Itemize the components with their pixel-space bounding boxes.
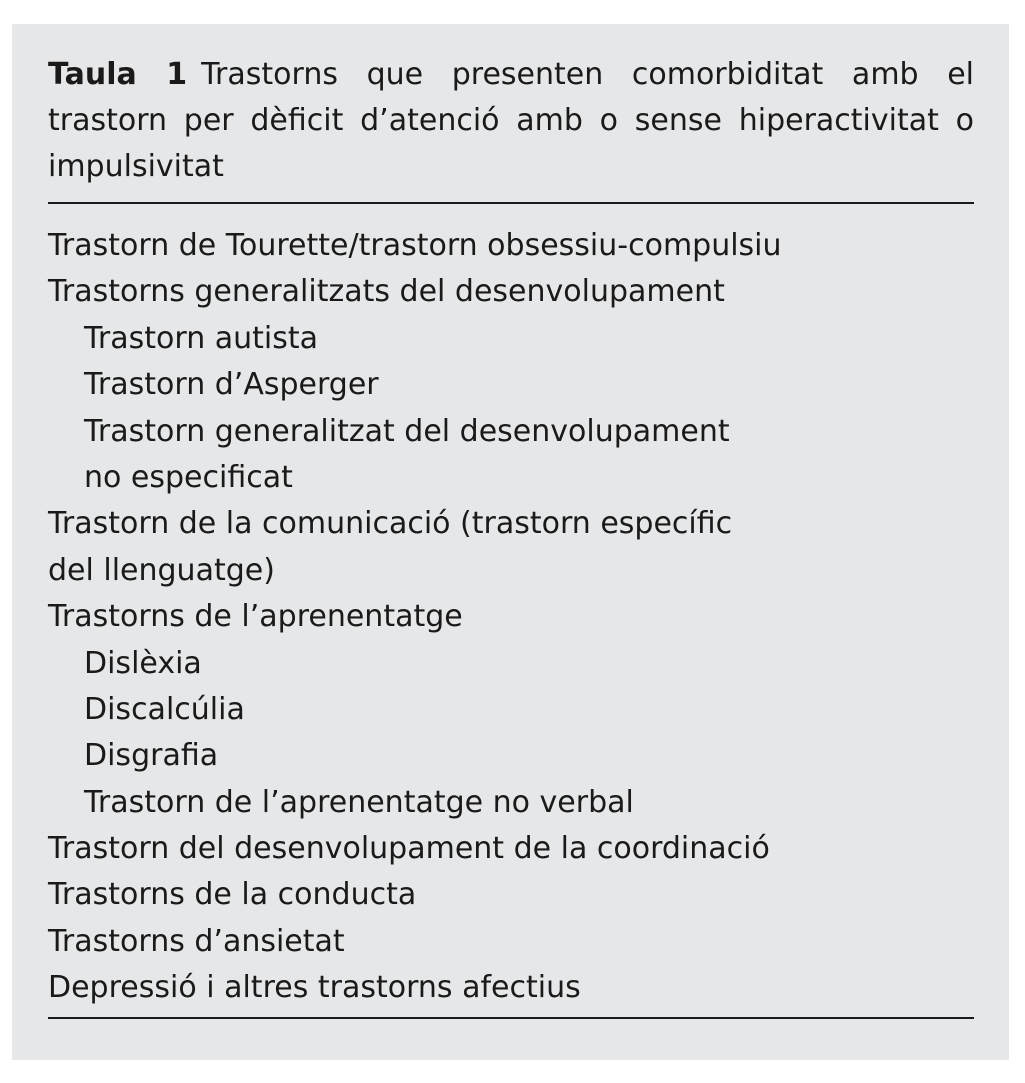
list-item: Discalcúlia [84, 691, 245, 727]
table-caption [48, 52, 974, 190]
list-item: Trastorn de la comunicació (trastorn específic [48, 506, 733, 542]
list-item: Trastorn d’Asperger [84, 367, 379, 403]
list-item: Trastorn de Tourette/trastorn obsessiu-compulsiu [48, 228, 782, 263]
table-panel [12, 24, 1009, 1060]
list-item: Trastorn autista [84, 320, 319, 356]
list-item: Dislèxia [84, 645, 202, 681]
list-item: Trastorns de l’aprenentatge [48, 599, 463, 635]
list-item: Trastorn de l’aprenentatge no verbal [84, 784, 634, 820]
list-item: Trastorn del desenvolupament de la coordinació [48, 831, 770, 867]
table-title: Trastorns que presenten comorbiditat amb el trastorn per dèficit d’atenció amb o sense hiperactivitat o impulsivitat [48, 57, 974, 184]
bottom-rule [48, 1017, 974, 1019]
list-item: Trastorns d’ansietat [48, 923, 345, 959]
list-item: Trastorns de la conducta [48, 877, 417, 913]
list-item: Disgrafia [84, 738, 219, 774]
disorder-list [48, 223, 974, 1012]
list-item: del llenguatge) [48, 552, 275, 588]
top-rule [48, 202, 974, 204]
list-item: Trastorns generalitzats del desenvolupament [48, 274, 725, 310]
list-item: Depressió i altres trastorns afectius [48, 970, 581, 1006]
table-label: Taula 1 [48, 57, 188, 92]
list-item: Trastorn generalitzat del desenvolupament [84, 413, 730, 449]
list-item: no especificat [84, 459, 293, 495]
